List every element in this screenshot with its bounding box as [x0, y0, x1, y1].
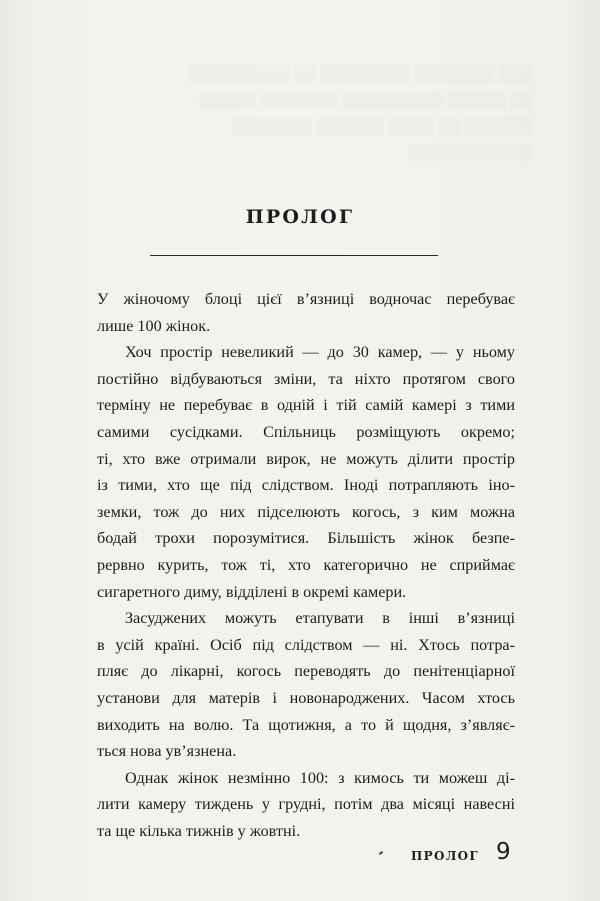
text-line: та ще кілька тижнів у жовтні.: [97, 821, 301, 840]
text-line: в усій країні. Осіб під слідством — ні. Хтось потра-: [97, 635, 515, 654]
text-line: У жіночому блоці цієї в’язниці водночас перебуває: [97, 290, 515, 308]
text-line: установи для матерів і новонароджених. Часом хтось: [97, 688, 515, 707]
text-line: бодай трохи порозумітися. Більшість жінок безпе-: [97, 529, 515, 548]
text-line: постійно відбуваються зміни, та ніхто протягом свого: [97, 369, 515, 388]
page-number: 9: [496, 839, 511, 865]
text-line: сигаретного диму, відділені в окремі камери.: [97, 582, 407, 601]
text-line: Хоч простір невеликий — до 30 камер, — у ньому: [125, 343, 515, 362]
running-head: ПРОЛОГ: [411, 849, 479, 863]
text-line: лише 100 жінок.: [97, 316, 211, 335]
text-line: лити камеру тиждень у грудні, потім два місяці навесні: [97, 795, 515, 814]
title-underline: [150, 255, 438, 256]
text-line: виходить на волю. Та щотижня, а то й щодня, з’являє-: [97, 715, 515, 734]
text-line: ті, хто вже отримали вирок, не можуть ділити простір: [97, 449, 515, 468]
text-line: Однак жінок незмінно 100: з кимось ти можеш ді-: [125, 768, 515, 787]
text-line: терміну не перебуває в одній і тій самій камері з тими: [97, 396, 515, 415]
text-line: земки, тож до них підселюють когось, з ким можна: [97, 502, 515, 521]
text-line: із тими, хто ще під слідством. Іноді потрапляють іно-: [97, 476, 515, 495]
ink-speck: [379, 851, 383, 855]
text-line: пляє до лікарні, когось переводять до пенітенціарної: [97, 662, 515, 681]
chapter-body-text: [97, 286, 515, 844]
text-line: Засуджених можуть етапувати в інші в’язниці: [125, 609, 515, 628]
text-line: ться нова ув’язнена.: [97, 742, 237, 761]
chapter-title: ПРОЛОГ: [245, 206, 355, 228]
bleed-through-text: ▒▒▒ ▒▒▒▒▒▒▒ ▒▒▒▒▒▒▒▒ ▒▒ ▒▒▒▒▒▒▒▒▒ ▒▒ ▒▒▒▒▒ ▒▒▒▒▒▒▒▒▒ ▒▒▒▒▒▒▒ ▒▒▒▒▒ ▒▒▒▒▒▒ ▒▒ ▒▒▒▒ ▒▒▒▒▒▒ ▒▒▒▒▒▒▒ ▒▒▒▒▒▒▒▒▒▒▒: [187, 66, 532, 161]
text-line: самими сусідками. Спільниць розміщують окремо;: [97, 422, 515, 441]
text-line: рервно курить, тож ті, хто категорично не сприймає: [97, 555, 515, 574]
